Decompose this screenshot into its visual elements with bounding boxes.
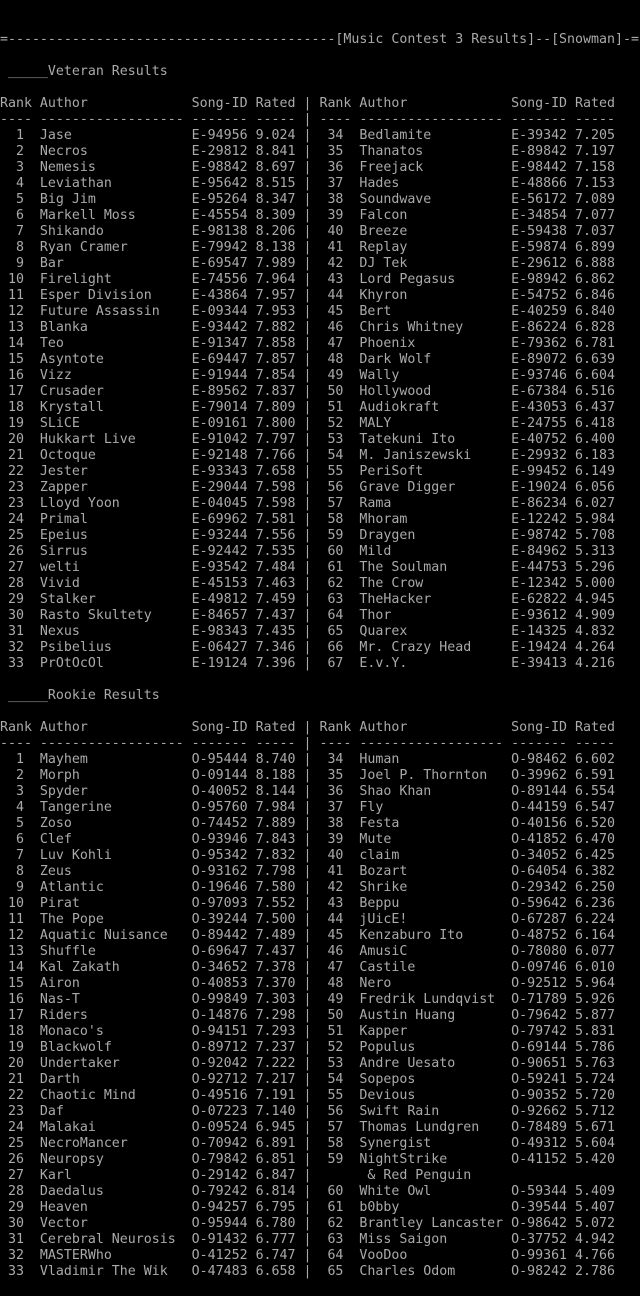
result-row: 22 Chaotic Mind O-49516 7.191 | 55 Devious O-90352 5.720 [0, 1088, 615, 1103]
result-row: 11 The Pope O-39244 7.500 | 44 jUicE! O-67287 6.224 [0, 912, 615, 927]
result-row: 9 Bar E-69547 7.989 | 42 DJ Tek E-29612 6.888 [0, 256, 615, 271]
result-row: 19 SLiCE E-09161 7.800 | 52 MALY E-24755 6.418 [0, 416, 615, 431]
title-bar: =-----------------------------------------[Music Contest 3 Results]--[Snowman]-= [0, 32, 639, 47]
result-row: 16 Vizz E-91944 7.854 | 49 Wally E-93746 6.604 [0, 368, 615, 383]
result-row: 17 Crusader E-89562 7.837 | 50 Hollywood E-67384 6.516 [0, 384, 615, 399]
result-row: 31 Nexus E-98343 7.435 | 65 Quarex E-14325 4.832 [0, 624, 615, 639]
result-row: 21 Octoque E-92148 7.766 | 54 M. Janiszewski E-29932 6.183 [0, 448, 615, 463]
result-row: 20 Hukkart Live E-91042 7.797 | 53 Tatekuni Ito E-40752 6.400 [0, 432, 615, 447]
result-row: 4 Leviathan E-95642 8.515 | 37 Hades E-48866 7.153 [0, 176, 615, 191]
section-heading-veteran: _____Veteran Results [0, 64, 168, 79]
result-row: 28 Vivid E-45153 7.463 | 62 The Crow E-12342 5.000 [0, 576, 615, 591]
result-row: 6 Markell Moss E-45554 8.309 | 39 Falcon E-34854 7.077 [0, 208, 615, 223]
result-row: 9 Atlantic O-19646 7.580 | 42 Shrike O-29342 6.250 [0, 880, 615, 895]
result-row: 24 Primal E-69962 7.581 | 58 Mhoram E-12242 5.984 [0, 512, 615, 527]
result-row: 24 Malakai O-09524 6.945 | 57 Thomas Lundgren O-78489 5.671 [0, 1120, 615, 1135]
result-row: 12 Aquatic Nuisance O-89442 7.489 | 45 Kenzaburo Ito O-48752 6.164 [0, 928, 615, 943]
result-row: 27 welti E-93542 7.484 | 61 The Soulman E-44753 5.296 [0, 560, 615, 575]
column-header-row: Rank Author Song-ID Rated | Rank Author Song-ID Rated [0, 720, 615, 735]
result-row: 5 Zoso O-74452 7.889 | 38 Festa O-40156 6.520 [0, 816, 615, 831]
result-row: 22 Jester E-93343 7.658 | 55 PeriSoft E-99452 6.149 [0, 464, 615, 479]
result-row: 23 Daf O-07223 7.140 | 56 Swift Rain O-92662 5.712 [0, 1104, 615, 1119]
result-row: 23 Lloyd Yoon E-04045 7.598 | 57 Rama E-86234 6.027 [0, 496, 615, 511]
result-row: 8 Ryan Cramer E-79942 8.138 | 41 Replay E-59874 6.899 [0, 240, 615, 255]
terminal-lines [0, 32, 640, 1280]
result-row: 33 PrOtOcOl E-19124 7.396 | 67 E.v.Y. E-39413 4.216 [0, 656, 615, 671]
result-row: 21 Darth O-92712 7.217 | 54 Sopepos O-59241 5.724 [0, 1072, 615, 1087]
result-row: 12 Future Assassin E-09344 7.953 | 45 Bert E-40259 6.840 [0, 304, 615, 319]
blank-line [0, 672, 640, 688]
blank-line [0, 48, 640, 64]
blank-line [0, 704, 640, 720]
result-row: 15 Asyntote E-69447 7.857 | 48 Dark Wolf E-89072 6.639 [0, 352, 615, 367]
result-row: 5 Big Jim E-95264 8.347 | 38 Soundwave E-56172 7.089 [0, 192, 615, 207]
result-row: 25 NecroMancer O-70942 6.891 | 58 Synergist O-49312 5.604 [0, 1136, 615, 1151]
divider-row: ---- ------------------ ------- ----- | ---- ------------------ ------- ----- [0, 112, 615, 127]
result-row: 31 Cerebral Neurosis O-91432 6.777 | 63 Miss Saigon O-37752 4.942 [0, 1232, 615, 1247]
result-row: 14 Teo E-91347 7.858 | 47 Phoenix E-79362 6.781 [0, 336, 615, 351]
result-row: 26 Neuropsy O-79842 6.851 | 59 NightStrike O-41152 5.420 [0, 1152, 615, 1167]
result-row: 10 Pirat O-97093 7.552 | 43 Beppu O-59642 6.236 [0, 896, 615, 911]
result-row: 7 Shikando E-98138 8.206 | 40 Breeze E-59438 7.037 [0, 224, 615, 239]
result-row: 32 MASTERWho O-41252 6.747 | 64 VooDoo O-99361 4.766 [0, 1248, 615, 1263]
result-row: 29 Heaven O-94257 6.795 | 61 b0bby O-39544 5.407 [0, 1200, 615, 1215]
result-row: 6 Clef O-93946 7.843 | 39 Mute O-41852 6.470 [0, 832, 615, 847]
result-row: 4 Tangerine O-95760 7.984 | 37 Fly O-44159 6.547 [0, 800, 615, 815]
result-row: 11 Esper Division E-43864 7.957 | 44 Khyron E-54752 6.846 [0, 288, 615, 303]
result-row: 15 Airon O-40853 7.370 | 48 Nero O-92512 5.964 [0, 976, 615, 991]
result-row: 19 Blackwolf O-89712 7.237 | 52 Populus O-69144 5.786 [0, 1040, 615, 1055]
result-row: 2 Necros E-29812 8.841 | 35 Thanatos E-89842 7.197 [0, 144, 615, 159]
result-row: 18 Krystall E-79014 7.809 | 51 Audiokraft E-43053 6.437 [0, 400, 615, 415]
result-row: 18 Monaco's O-94151 7.293 | 51 Kapper O-79742 5.831 [0, 1024, 615, 1039]
result-row: 28 Daedalus O-79242 6.814 | 60 White Owl O-59344 5.409 [0, 1184, 615, 1199]
result-row-continuation: 27 Karl O-29142 6.847 | & Red Penguin [0, 1168, 615, 1183]
divider-row: ---- ------------------ ------- ----- | ---- ------------------ ------- ----- [0, 736, 615, 751]
result-row: 25 Epeius E-93244 7.556 | 59 Draygen E-98742 5.708 [0, 528, 615, 543]
result-row: 30 Vector O-95944 6.780 | 62 Brantley Lancaster O-98642 5.072 [0, 1216, 615, 1231]
blank-line [0, 80, 640, 96]
result-row: 13 Shuffle O-69647 7.437 | 46 AmusiC O-78080 6.077 [0, 944, 615, 959]
result-row: 30 Rasto Skultety E-84657 7.437 | 64 Thor E-93612 4.909 [0, 608, 615, 623]
result-row: 2 Morph O-09144 8.188 | 35 Joel P. Thornton O-39962 6.591 [0, 768, 615, 783]
result-row: 1 Jase E-94956 9.024 | 34 Bedlamite E-39342 7.205 [0, 128, 615, 143]
result-row: 16 Nas-T O-99849 7.303 | 49 Fredrik Lundqvist O-71789 5.926 [0, 992, 615, 1007]
result-row: 3 Spyder O-40052 8.144 | 36 Shao Khan O-89144 6.554 [0, 784, 615, 799]
result-row: 17 Riders O-14876 7.298 | 50 Austin Huang O-79642 5.877 [0, 1008, 615, 1023]
result-row: 20 Undertaker O-92042 7.222 | 53 Andre Uesato O-90651 5.763 [0, 1056, 615, 1071]
result-row: 14 Kal Zakath O-34652 7.378 | 47 Castile O-09746 6.010 [0, 960, 615, 975]
result-row: 8 Zeus O-93162 7.798 | 41 Bozart O-64054 6.382 [0, 864, 615, 879]
result-row: 1 Mayhem O-95444 8.740 | 34 Human O-98462 6.602 [0, 752, 615, 767]
result-row: 26 Sirrus E-92442 7.535 | 60 Mild E-84962 5.313 [0, 544, 615, 559]
column-header-row: Rank Author Song-ID Rated | Rank Author Song-ID Rated [0, 96, 615, 111]
result-row: 32 Psibelius E-06427 7.346 | 66 Mr. Crazy Head E-19424 4.264 [0, 640, 615, 655]
result-row: 29 Stalker E-49812 7.459 | 63 TheHacker E-62822 4.945 [0, 592, 615, 607]
result-row: 3 Nemesis E-98842 8.697 | 36 Freejack E-98442 7.158 [0, 160, 615, 175]
result-row: 13 Blanka E-93442 7.882 | 46 Chris Whitney E-86224 6.828 [0, 320, 615, 335]
result-row: 7 Luv Kohli O-95342 7.832 | 40 claim O-34052 6.425 [0, 848, 615, 863]
result-row: 10 Firelight E-74556 7.964 | 43 Lord Pegasus E-98942 6.862 [0, 272, 615, 287]
result-row: 33 Vladimir The Wik O-47483 6.658 | 65 Charles Odom O-98242 2.786 [0, 1264, 615, 1279]
result-row: 23 Zapper E-29044 7.598 | 56 Grave Digger E-19024 6.056 [0, 480, 615, 495]
section-heading-rookie: _____Rookie Results [0, 688, 160, 703]
